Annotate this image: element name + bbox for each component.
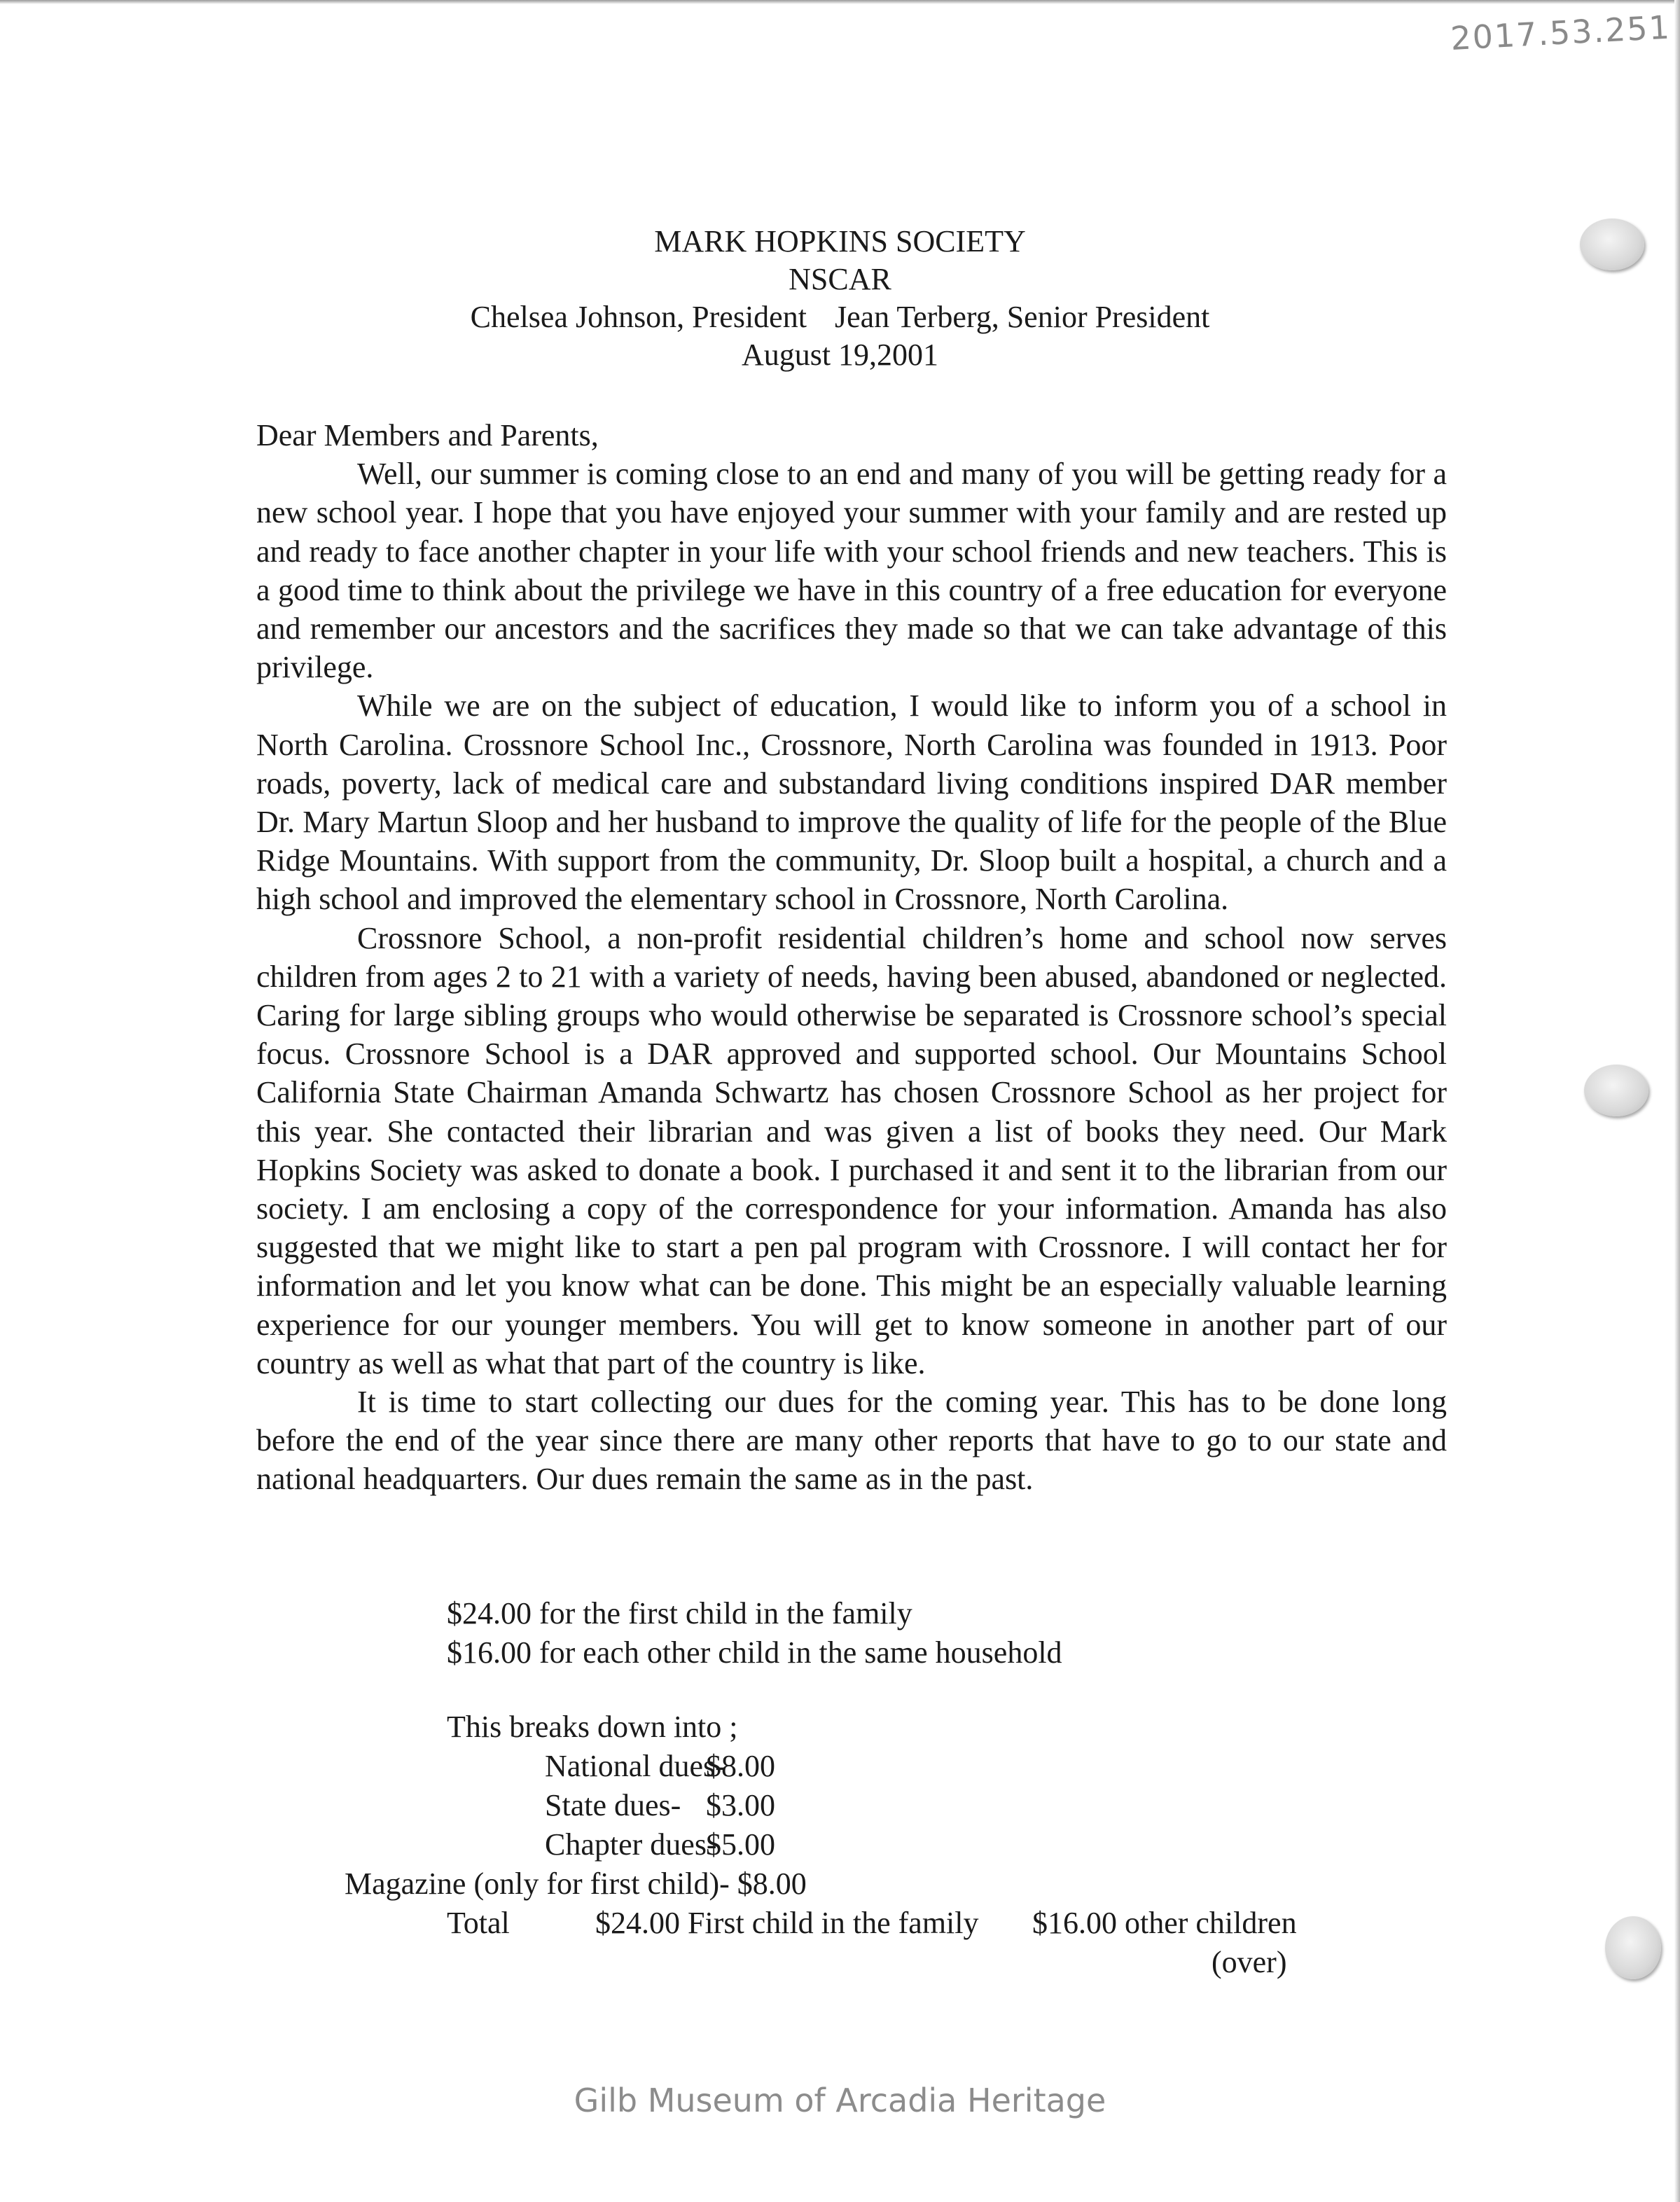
total-other-children: $16.00 other children bbox=[1032, 1906, 1297, 1940]
over-note: (over) bbox=[1212, 1945, 1287, 1979]
breakdown-amount: $8.00 bbox=[706, 1749, 775, 1783]
punch-hole-bottom bbox=[1605, 1916, 1661, 1979]
museum-watermark: Gilb Museum of Arcadia Heritage bbox=[574, 2082, 1106, 2119]
letter-body bbox=[256, 416, 1447, 1499]
salutation: Dear Members and Parents, bbox=[256, 418, 599, 452]
org-sub: NSCAR bbox=[789, 262, 891, 296]
total-row bbox=[447, 1904, 1297, 1943]
senior-president: Jean Terberg, Senior President bbox=[834, 300, 1210, 334]
letterhead bbox=[0, 223, 1680, 374]
dues-other-child: $16.00 for each other child in the same household bbox=[447, 1635, 1062, 1670]
paragraph: While we are on the subject of education, I would like to inform you of a school in North Carolina. Crossnore School Inc., Crossnore, North Carolina was founded in 1913. Poor roads, poverty, lack of medical care and substandard living conditions inspired DAR member Dr. Mary Martun Sloop and her husband to improve the quality of life for the people of the Blue Ridge Mountains. With support from the community, Dr. Sloop built a hospital, a church and a high school and improved the elementary school in Crossnore, North Carolina. bbox=[256, 688, 1447, 917]
org-name: MARK HOPKINS SOCIETY bbox=[654, 224, 1026, 258]
paragraph: Crossnore School, a non-profit residential children’s home and school now serves children from ages 2 to 21 with a variety of needs, having been abused, abandoned or neglected. Caring for large sibling groups who would otherwise be separated is Crossnore school’s special focus. Crossnore School is a DAR approved and supported school. Our Mountains School California State Chairman Amanda Schwartz has chosen Crossnore School as her project for this year. She contacted their librarian and was given a list of books they need. Our Mark Hopkins Society was asked to donate a book. I purchased it and sent it to the librarian from our society. I am enclosing a copy of the correspondence for your information. Amanda has also suggested that we might like to start a pen pal program with Crossnore. I will contact her for information and let you know what can be done. This might be an especially valuable learning experience for our younger members. You will get to know someone in another part of our country as well as what that part of the country is like. bbox=[256, 920, 1447, 1380]
breakdown-label: National dues- bbox=[545, 1749, 726, 1783]
breakdown-label: Chapter dues- bbox=[545, 1827, 717, 1862]
total-first-child: $24.00 First child in the family bbox=[595, 1906, 979, 1940]
dues-first-child: $24.00 for the first child in the family bbox=[447, 1596, 912, 1630]
breakdown-amount: $3.00 bbox=[706, 1788, 775, 1822]
breakdown-row bbox=[545, 1747, 775, 1786]
breakdown-row bbox=[545, 1786, 775, 1825]
officers-line bbox=[0, 298, 1680, 336]
magazine-dues: Magazine (only for first child)- $8.00 bbox=[345, 1867, 807, 1901]
punch-hole-middle bbox=[1584, 1065, 1648, 1116]
accession-number: 2017.53.251 bbox=[1450, 8, 1672, 57]
breakdown-amount: $5.00 bbox=[706, 1827, 775, 1862]
letter-date: August 19,2001 bbox=[741, 338, 939, 372]
paragraph: It is time to start collecting our dues for the coming year. This has to be done long before the end of the year since there are many other reports that have to go to our state and national headquarters. Our dues remain the same as in the past. bbox=[256, 1385, 1447, 1497]
breakdown-label: State dues- bbox=[545, 1788, 681, 1822]
scan-edge-top bbox=[0, 0, 1680, 4]
breakdown-intro: This breaks down into ; bbox=[447, 1710, 738, 1744]
president: Chelsea Johnson, President bbox=[470, 300, 807, 334]
breakdown-row bbox=[545, 1825, 775, 1864]
paragraph: Well, our summer is coming close to an end and many of you will be getting ready for a new school year. I hope that you have enjoyed your summer with your family and are rested up and ready to face another chapter in your life with your school friends and new teachers. This is a good time to think about the privilege we have in this country of a free education for everyone and remember our ancestors and the sacrifices they made so that we can take advantage of this privilege. bbox=[256, 457, 1447, 685]
total-label: Total bbox=[447, 1906, 510, 1940]
